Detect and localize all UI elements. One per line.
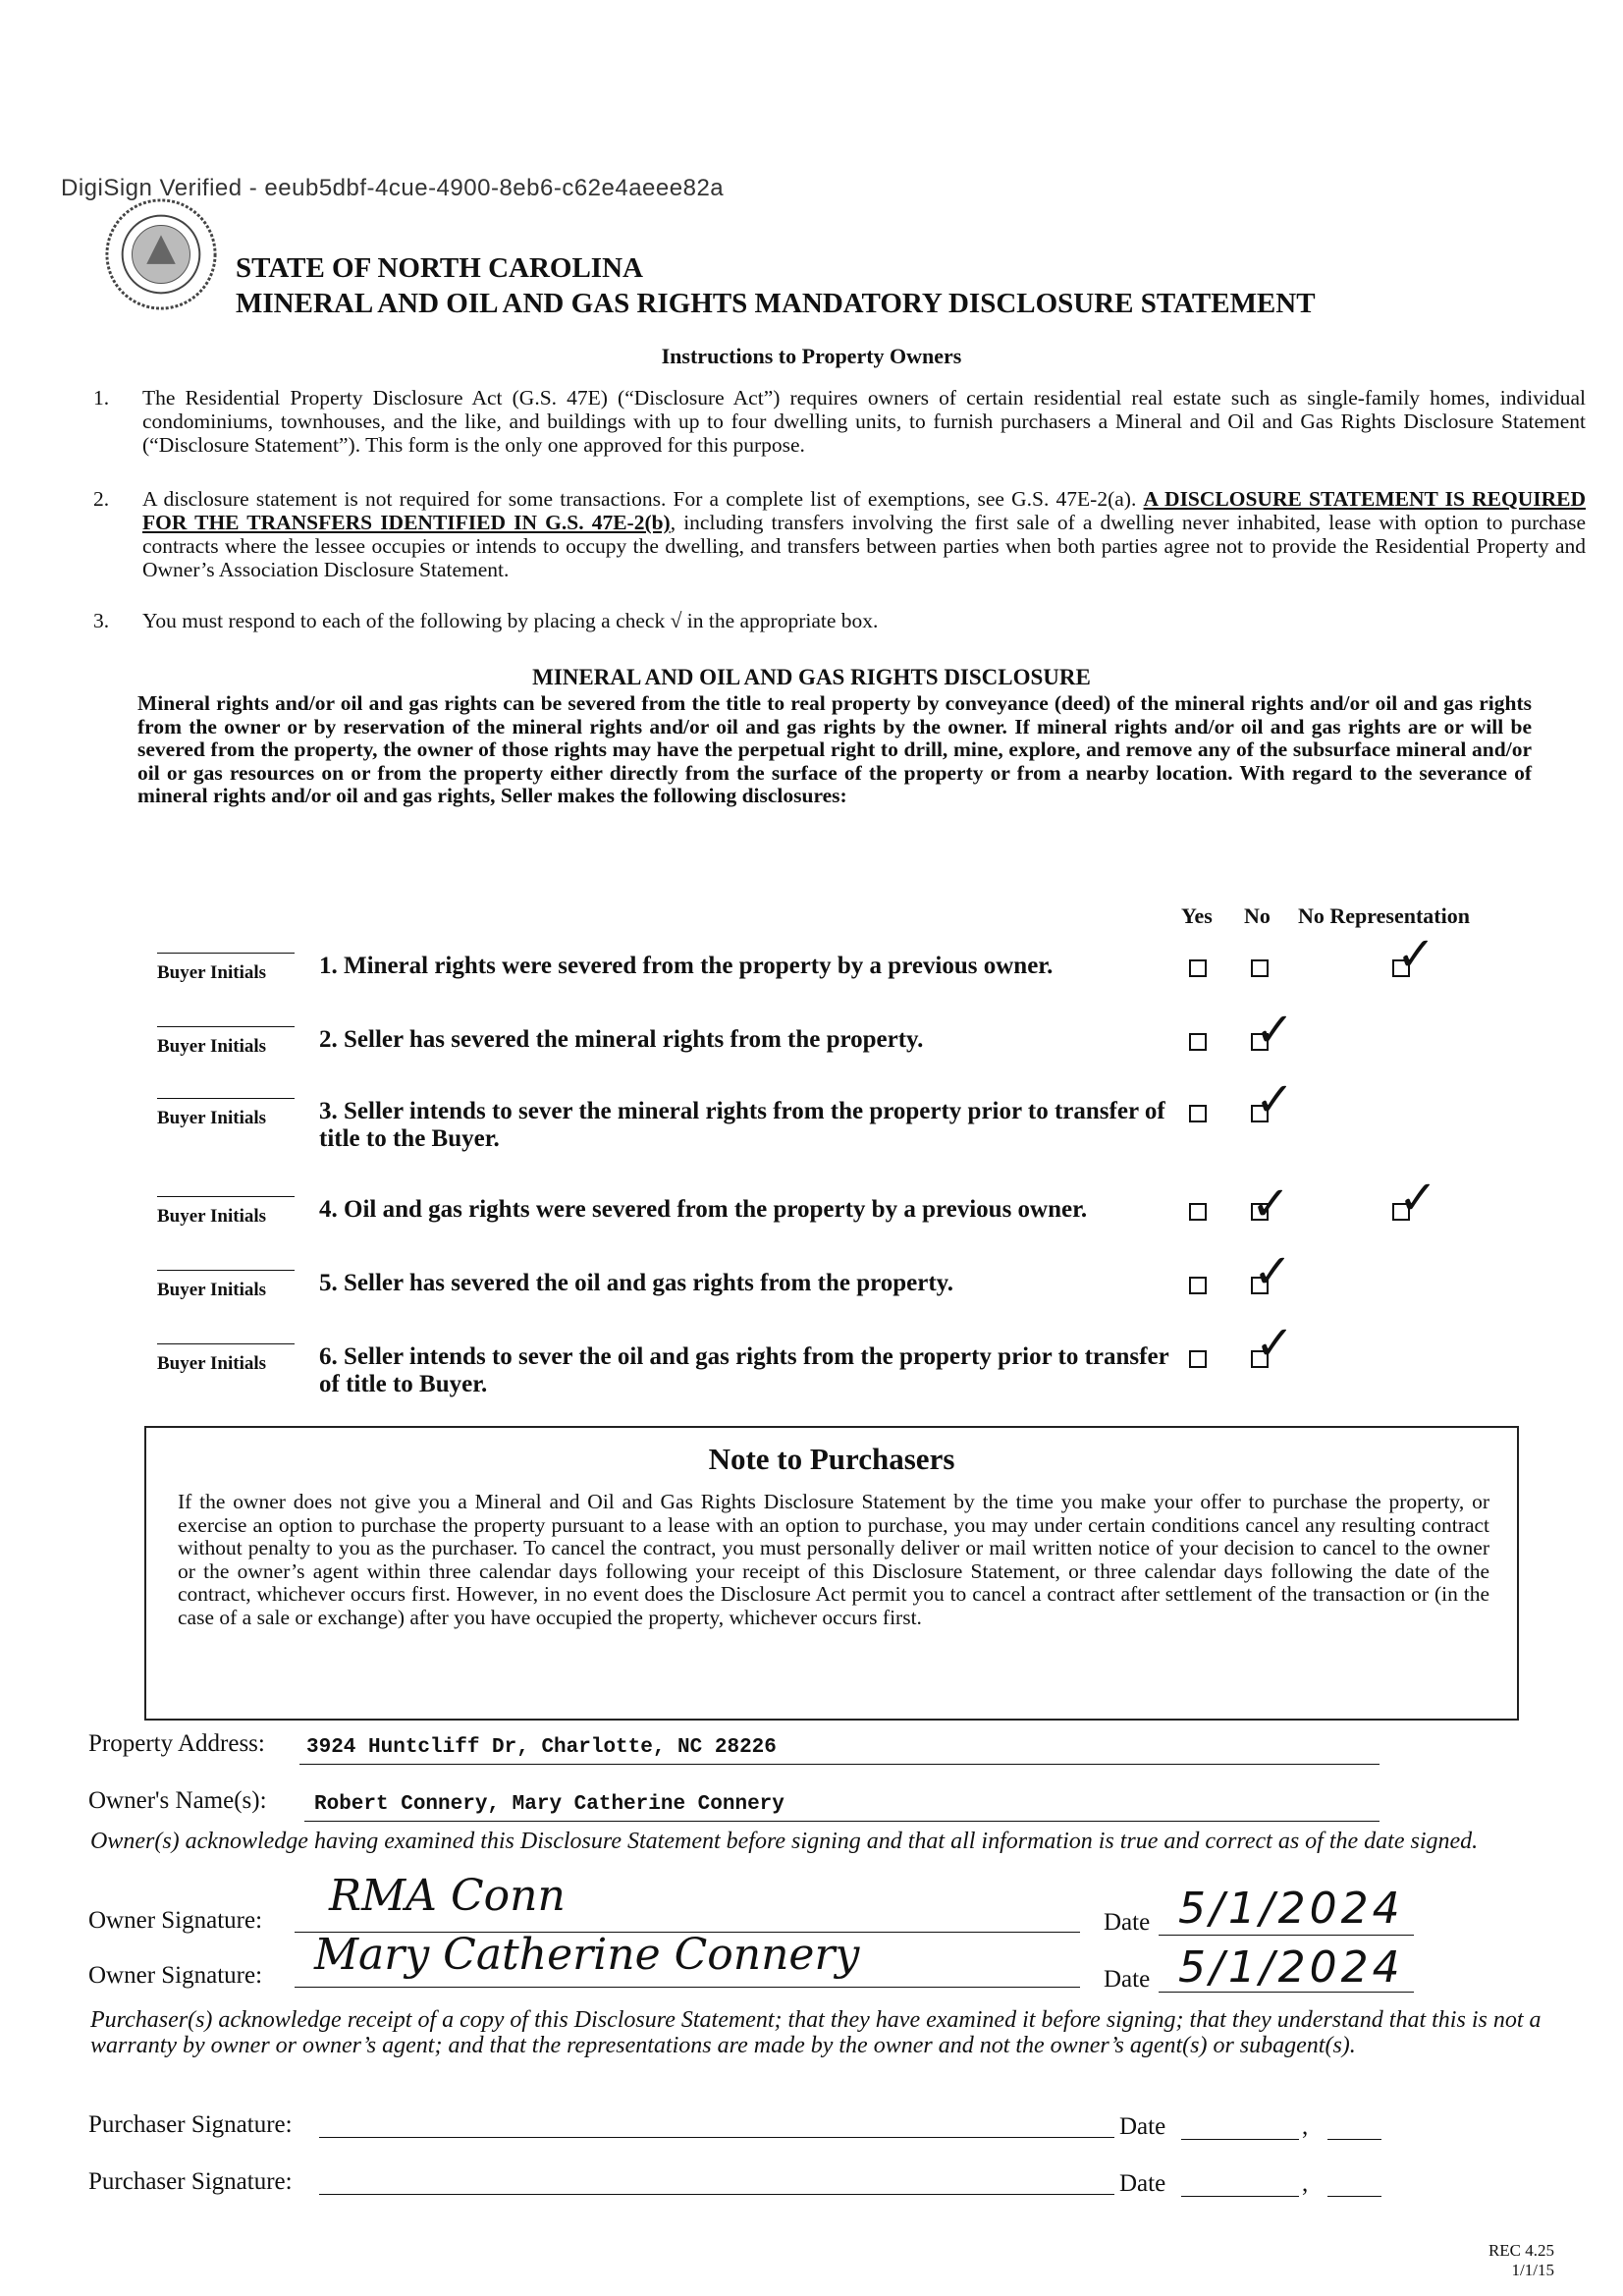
buyer-initials-line[interactable] [157, 953, 295, 954]
purchaser-acknowledgment: Purchaser(s) acknowledge receipt of a copy of this Disclosure Statement; that they have examined it before signing; that they understand that this is not a warranty by owner or owner’s agent; and that the representations are made by the owner and not the owner’s agent(s) or subagent(s). [90, 2007, 1542, 2058]
buyer-initials-label: Buyer Initials [157, 962, 267, 983]
buyer-initials-line[interactable] [157, 1098, 295, 1099]
instruction-required-notice: A DISCLOSURE STATEMENT IS REQUIRED FOR THE TRANSFERS IDENTIFIED IN G.S. 47E-2(b) [142, 487, 1587, 534]
instruction-text: The Residential Property Disclosure Act (G.S. 47E) (“Disclosure Act”) requires owners of certain residential real estate such as single-family homes, individual condominiums, townhouses, and the like, and buildings with up to four dwelling units, to furnish purchasers a Mineral and Oil and Gas Rights Disclosure Statement (“Disclosure Statement”). This form is the only one approved for this purpose. [142, 386, 1586, 457]
instruction-item [93, 487, 1586, 581]
purchaser-date-field[interactable] [1181, 2119, 1299, 2140]
instruction-text: You must respond to each of the following by placing a check √ in the appropriate box. [142, 609, 879, 632]
checkmark-icon: ✓ [1398, 1171, 1438, 1226]
form-number: REC 4.25 [1488, 2241, 1554, 2260]
purchaser-year-field[interactable] [1327, 2176, 1381, 2197]
form-title: MINERAL AND OIL AND GAS RIGHTS MANDATORY DISCLOSURE STATEMENT [236, 288, 1316, 319]
disclosure-paragraph: Mineral rights and/or oil and gas rights can be severed from the title to real property by conveyance (deed) of the mineral rights and/or oil and gas rights from the owner or by reservation of the mineral rights and/or oil and gas rights by the owner. If mineral rights and/or oil and gas rights are or will be severed from the property, the owner of those rights may have the perpetual right to drill, mine, explore, and remove any of the subsurface mineral and/or oil or gas resources on or from the property either directly from the surface of the property or from a nearby location. With regard to the severance of mineral rights and/or oil and gas rights, Seller makes the following disclosures: [137, 691, 1532, 807]
buyer-initials-label: Buyer Initials [157, 1036, 267, 1057]
purchaser-date-field[interactable] [1181, 2176, 1299, 2197]
question-text: 2. Seller has severed the mineral rights from the property. [319, 1026, 924, 1053]
buyer-initials-line[interactable] [157, 1343, 295, 1344]
owner-signature-label: Owner Signature: [88, 1962, 263, 1989]
purchaser-signature-field[interactable] [319, 2174, 1114, 2195]
buyer-initials-line[interactable] [157, 1026, 295, 1027]
checkmark-icon: ✓ [1255, 1003, 1295, 1058]
instruction-text-part: , including transfers involving the first sale of a dwelling never inhabited, lease with option to purchase contracts where the lessee occupies or intends to occupy the dwelling, and transfers between parties when both parties agree not to provide the Residential Property and Owner’s Association Disclosure Statement. [142, 511, 1586, 581]
yes-checkbox[interactable] [1189, 959, 1207, 977]
buyer-initials-label: Buyer Initials [157, 1280, 267, 1300]
buyer-initials-label: Buyer Initials [157, 1353, 267, 1374]
document-title-block [236, 250, 1316, 321]
property-address-value: 3924 Huntcliff Dr, Charlotte, NC 28226 [306, 1736, 777, 1759]
purchaser-year-field[interactable] [1327, 2119, 1381, 2140]
instruction-item [93, 386, 1586, 457]
instruction-text [142, 487, 1586, 581]
yes-checkbox[interactable] [1189, 1203, 1207, 1221]
owners-name-value: Robert Connery, Mary Catherine Connery [314, 1793, 784, 1816]
checkmark-icon: ✓ [1255, 1072, 1295, 1127]
no-checkbox[interactable] [1251, 959, 1269, 977]
column-no-representation: No Representation [1298, 903, 1470, 928]
digisign-verification-text: DigiSign Verified - eeub5dbf-4cue-4900-8eb6-c62e4aeee82a [61, 175, 725, 201]
purchaser-signature-field[interactable] [319, 2117, 1114, 2138]
form-revision-date: 1/1/15 [1511, 2261, 1554, 2279]
disclosure-question-row [157, 927, 1551, 992]
checkmark-icon: ✓ [1255, 1316, 1295, 1371]
property-address-label: Property Address: [88, 1730, 265, 1757]
owner-signature-2: Mary Catherine Connery [314, 1930, 860, 1980]
question-text: 4. Oil and gas rights were severed from the property by a previous owner. [319, 1196, 1088, 1223]
disclosure-question-row [157, 1316, 1551, 1402]
buyer-initials-line[interactable] [157, 1270, 295, 1271]
question-text: 6. Seller intends to sever the oil and gas rights from the property prior to transfer of title to Buyer. [319, 1343, 1169, 1397]
checkmark-icon: ✓ [1251, 1176, 1291, 1231]
column-no: No [1244, 903, 1271, 928]
instructions-heading: Instructions to Property Owners [661, 344, 962, 368]
disclosure-question-row [157, 1072, 1551, 1157]
date-separator: , [1302, 2113, 1309, 2140]
instruction-number: 2. [93, 487, 110, 511]
yes-checkbox[interactable] [1189, 1105, 1207, 1122]
owner-signature-1: RMA Conn [329, 1871, 566, 1921]
disclosure-heading: MINERAL AND OIL AND GAS RIGHTS DISCLOSURE [532, 665, 1091, 689]
note-to-purchasers-box [144, 1426, 1519, 1721]
date-label: Date [1104, 1909, 1151, 1936]
checkmark-icon: ✓ [1396, 927, 1436, 982]
column-yes: Yes [1181, 903, 1213, 928]
yes-checkbox[interactable] [1189, 1033, 1207, 1051]
state-name: STATE OF NORTH CAROLINA [236, 252, 643, 284]
form-identifier [1488, 2241, 1554, 2280]
buyer-initials-label: Buyer Initials [157, 1206, 267, 1227]
buyer-initials-label: Buyer Initials [157, 1108, 267, 1128]
question-text: 1. Mineral rights were severed from the property by a previous owner. [319, 953, 1054, 979]
owner-date-1: 5/1/2024 [1178, 1884, 1404, 1934]
buyer-initials-line[interactable] [157, 1196, 295, 1197]
instruction-number: 1. [93, 386, 110, 410]
instruction-text-part: A disclosure statement is not required for some transactions. For a complete list of exemptions, see G.S. 47E-2(a). [142, 487, 1137, 511]
purchaser-signature-label: Purchaser Signature: [88, 2111, 293, 2138]
instruction-number: 3. [93, 609, 110, 632]
date-label: Date [1119, 2113, 1166, 2140]
date-label: Date [1104, 1966, 1151, 1993]
disclosure-question-row [157, 1244, 1551, 1309]
owner-signature-label: Owner Signature: [88, 1907, 263, 1934]
purchaser-signature-label: Purchaser Signature: [88, 2168, 293, 2195]
owners-name-label: Owner's Name(s): [88, 1787, 267, 1814]
date-separator: , [1302, 2170, 1309, 2197]
nc-real-estate-commission-seal-icon [103, 196, 219, 312]
disclosure-question-row [157, 1003, 1551, 1066]
yes-checkbox[interactable] [1189, 1277, 1207, 1294]
instruction-item [93, 609, 1586, 632]
owner-acknowledgment: Owner(s) acknowledge having examined this Disclosure Statement before signing and that all information is true and correct as of the date signed. [90, 1829, 1479, 1854]
question-text: 5. Seller has severed the oil and gas rights from the property. [319, 1270, 954, 1296]
owner-date-2: 5/1/2024 [1178, 1942, 1404, 1993]
note-text: If the owner does not give you a Mineral and Oil and Gas Rights Disclosure Statement by the time you make your offer to purchase the property, or exercise an option to purchase the property pursuant to a lease with an option to purchase, you may under certain conditions cancel any resulting contract without penalty to you as the purchaser. To cancel the contract, you must personally deliver or mail written notice of your decision to cancel to the owner or the owner’s agent within three calendar days following your receipt of this Disclosure Statement, or three calendar days following the date of the contract, whichever occurs first. However, in no event does the Disclosure Act permit you to cancel a contract after settlement of the transaction or (in the case of a sale or exchange) after you have occupied the property, whichever occurs first. [178, 1490, 1489, 1629]
checkmark-icon: ✓ [1253, 1244, 1293, 1299]
disclosure-question-row [157, 1171, 1551, 1235]
note-title: Note to Purchasers [708, 1442, 955, 1476]
question-text: 3. Seller intends to sever the mineral rights from the property prior to transfer of title to the Buyer. [319, 1098, 1165, 1152]
yes-checkbox[interactable] [1189, 1350, 1207, 1368]
date-label: Date [1119, 2170, 1166, 2197]
